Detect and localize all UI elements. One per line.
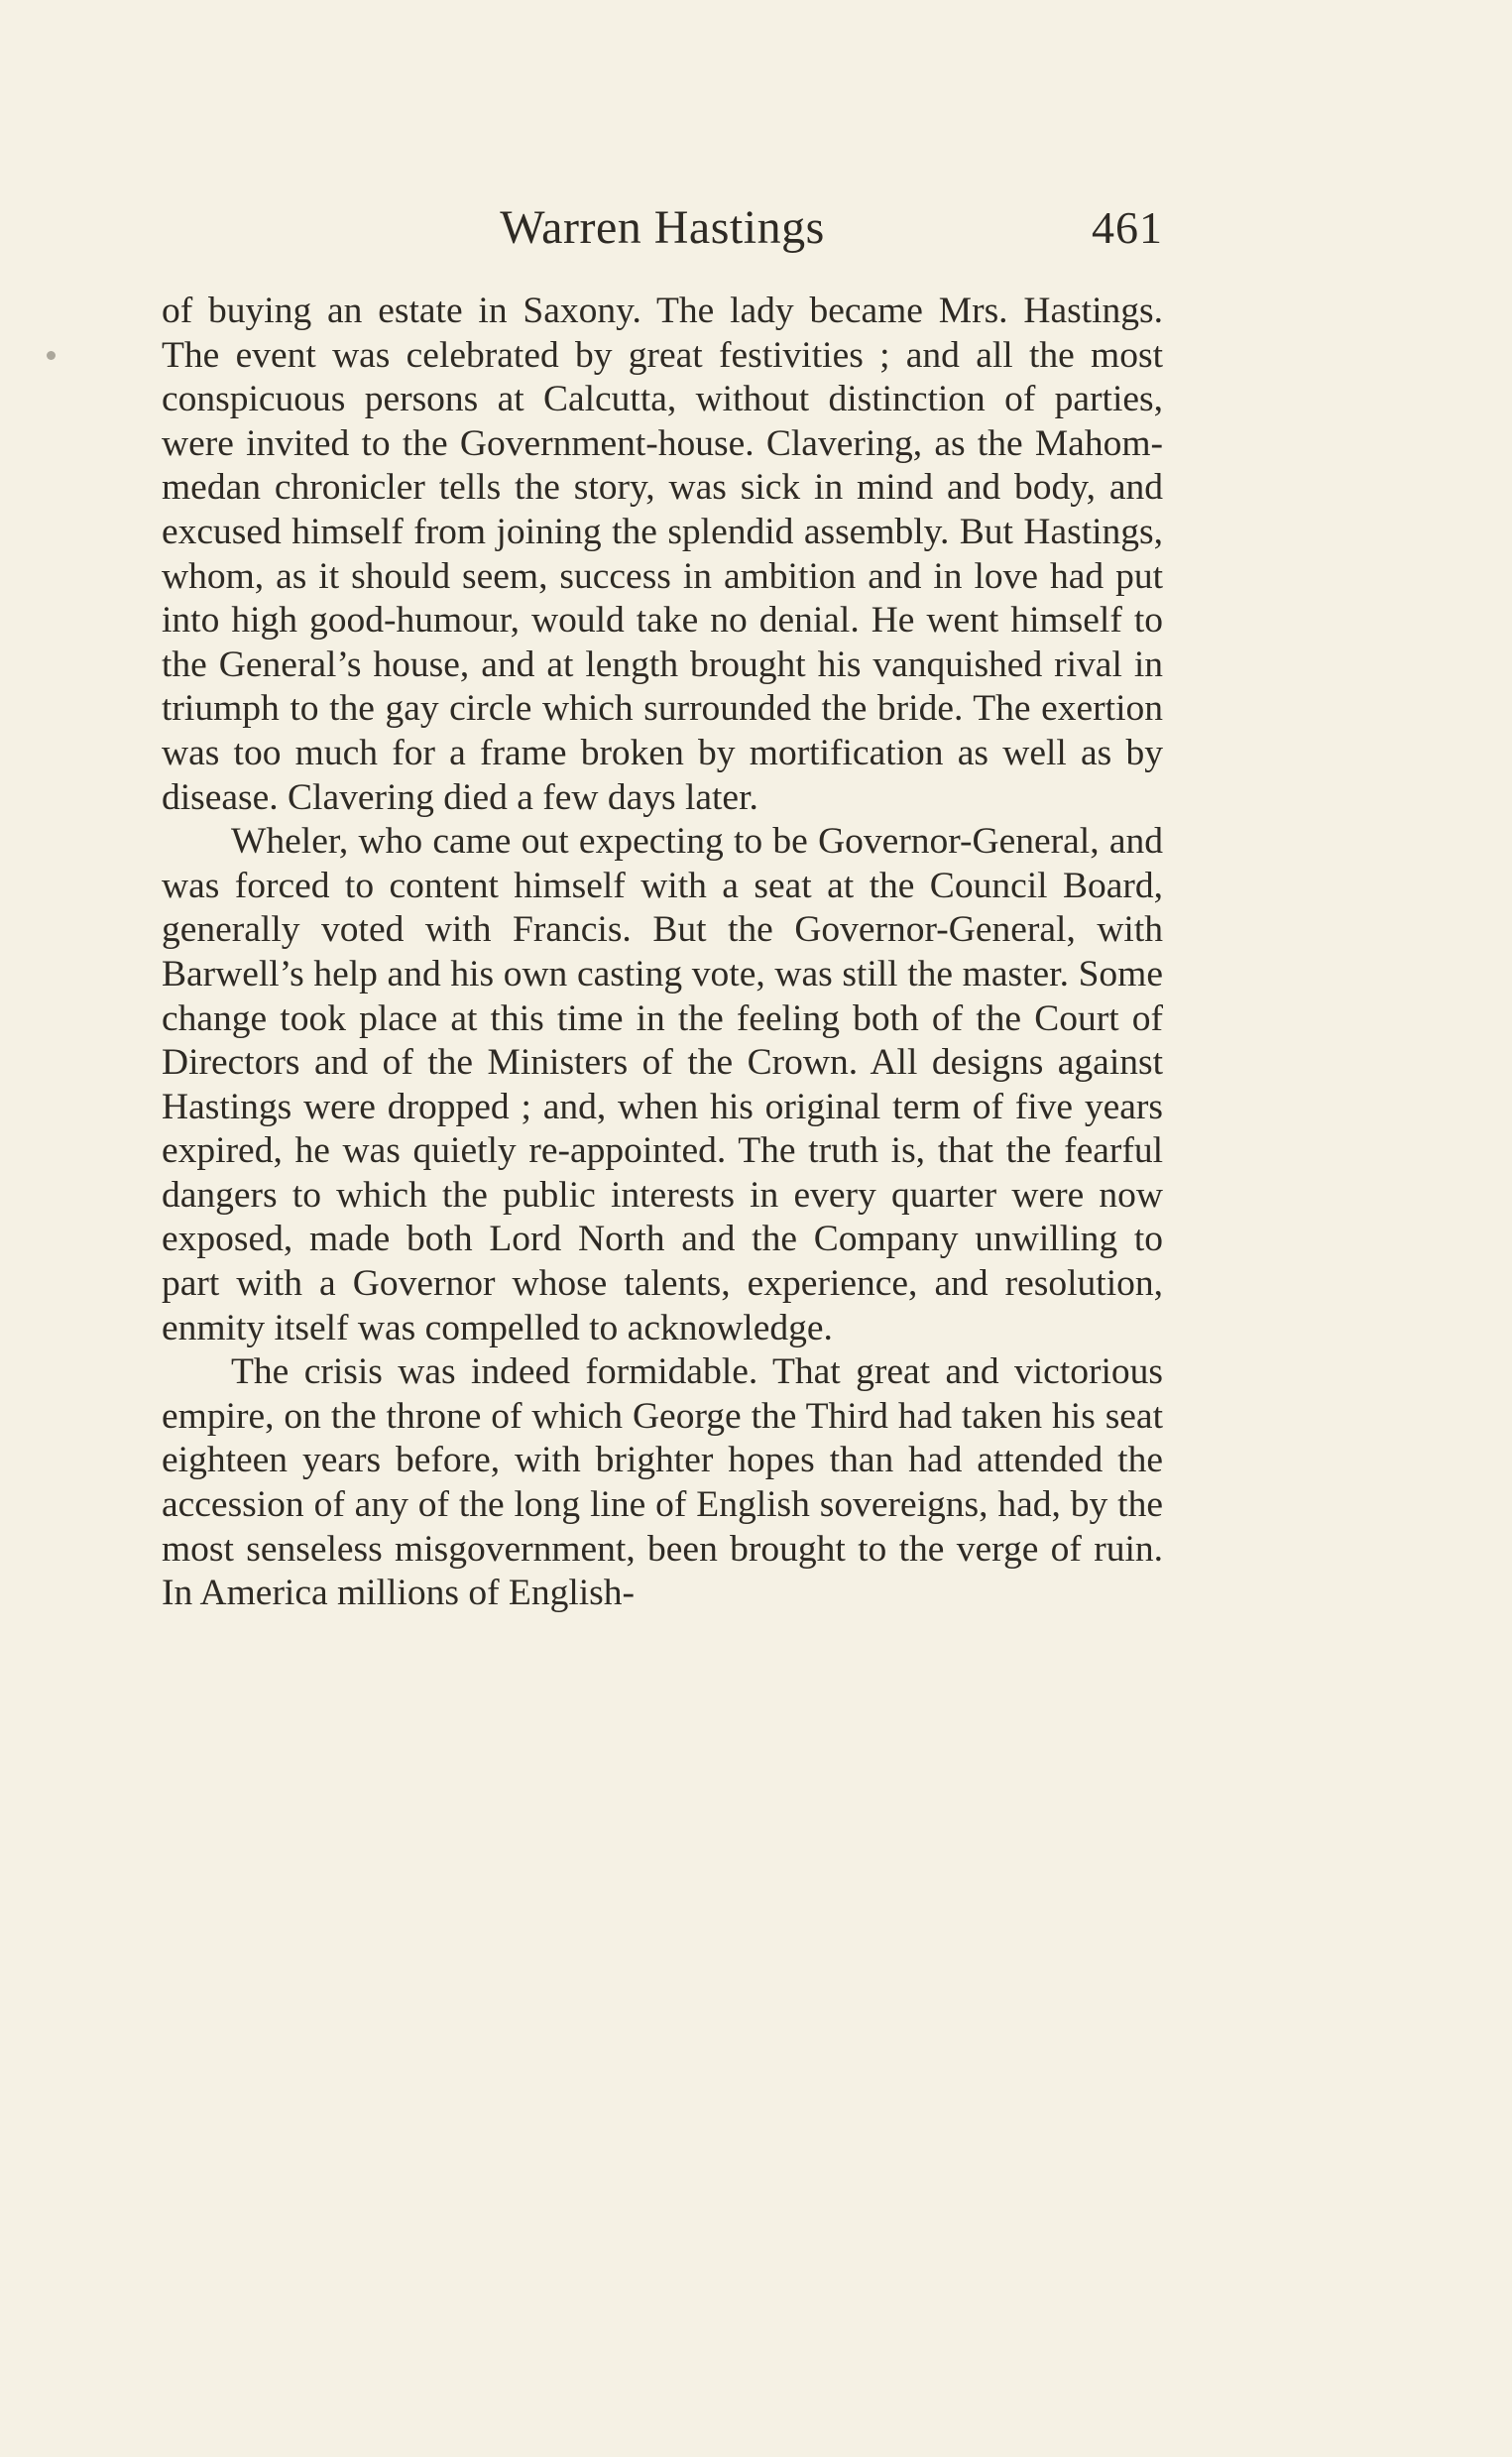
- paragraph-crisis: The crisis was indeed formidable. That great and victorious empire, on the throne of which George the Third had taken his seat eighteen years before, with brighter hopes than had attended the accession of any of the long line of English sovereigns, had, by the most senseless misgovernment, been brought to the verge of ruin. In America millions of English-: [162, 1351, 1163, 1614]
- body-text: [162, 290, 1163, 1616]
- running-head: [162, 198, 1163, 258]
- running-title: Warren Hastings: [500, 201, 825, 254]
- paragraph-continuation: of buying an estate in Saxony. The lady became Mrs. Hastings. The event was celebrated by great festivities ; and all the most conspicuous persons at Calcutta, without distinction of parties, were invited to the Government-house. Clavering, as the Mahommedan chronicler tells the story, was sick in mind and body, and excused himself from joining the splendid assembly. But Hastings, whom, as it should seem, success in ambition and in love had put into high good-humour, would take no denial. He went himself to the General’s house, and at length brought his vanquished rival in triumph to the gay circle which surrounded the bride. The exertion was too much for a frame broken by mortification as well as by disease. Clavering died a few days later.: [162, 291, 1163, 818]
- page-number: 461: [1092, 202, 1163, 253]
- ink-blot-mark: [47, 351, 56, 360]
- paragraph-wheler: Wheler, who came out expecting to be Governor-General, and was forced to content himself with a seat at the Council Board, generally voted with Francis. But the Governor-General, with Barwell’s help and his own casting vote, was still the master. Some change took place at this time in the feeling both of the Court of Directors and of the Ministers of the Crown. All designs against Hastings were dropped ; and, when his original term of five years expired, he was quietly re-appointed. The truth is, that the fearful dangers to which the public interests in every quarter were now exposed, made both Lord North and the Company unwilling to part with a Governor whose talents, experience, and resolution, enmity itself was compelled to acknowledge.: [162, 821, 1163, 1348]
